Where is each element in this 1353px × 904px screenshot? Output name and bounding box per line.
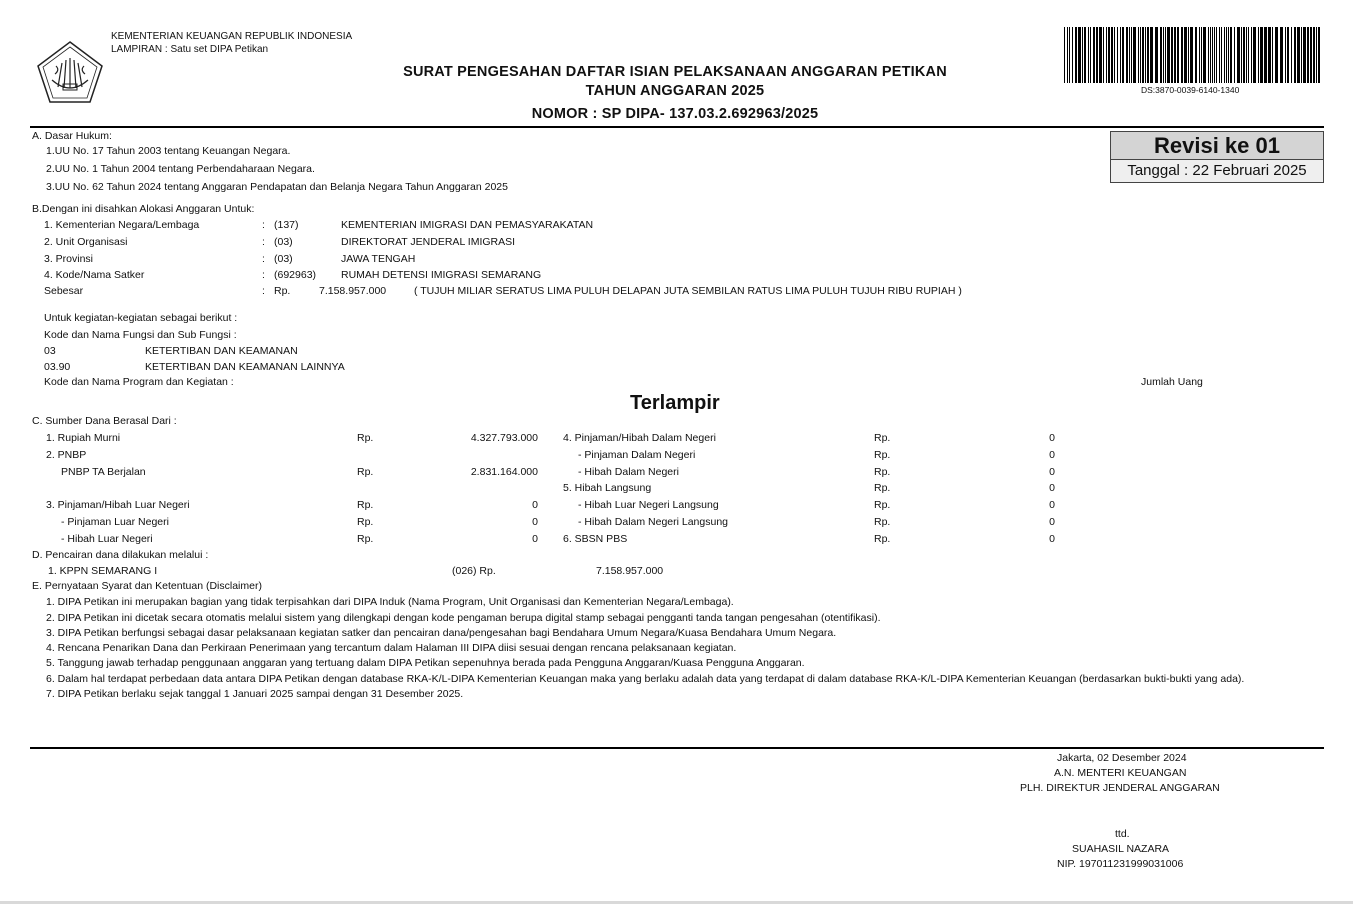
fund-source-label: PNBP TA Berjalan [61,466,146,478]
fund-source-amount: 0 [1049,449,1055,461]
revision-date: Tanggal : 22 Februari 2025 [1111,160,1323,182]
allocation-value: JAWA TENGAH [341,253,416,265]
fund-source-currency: Rp. [874,533,891,545]
ministry-logo [36,40,104,104]
fund-source-currency: Rp. [357,432,374,444]
fund-source-currency: Rp. [357,533,374,545]
allocation-code: (137) [274,219,299,231]
allocation-label: 3. Provinsi [44,253,94,265]
terlampir-text: Terlampir [630,392,720,414]
sebesar-amount: 7.158.957.000 [319,285,387,297]
program-label: Kode dan Nama Program dan Kegiatan : [44,376,234,388]
fund-source-label: - Hibah Luar Negeri Langsung [578,499,719,511]
lampiran-text: LAMPIRAN : Satu set DIPA Petikan [111,44,269,55]
fund-source-amount: 0 [532,533,538,545]
barcode [1063,27,1325,85]
sebesar-words: ( TUJUH MILIAR SERATUS LIMA PULUH DELAPAN JUTA SEMBILAN RATUS LIMA PULUH TUJUH RIBU RUPIAH ) [414,285,962,297]
legal-basis-item: 2.UU No. 1 Tahun 2004 tentang Perbendaharaan Negara. [46,163,315,175]
document-year: TAHUN ANGGARAN 2025 [585,83,765,99]
disclaimer-item: 3. DIPA Petikan berfungsi sebagai dasar pelaksanaan kegiatan satker dan pencairan dana/pengesahan bagi Bendahara Umum Negara/Kuasa Bendahara Umum Negara. [46,627,837,639]
fund-source-amount: 0 [532,516,538,528]
allocation-colon: : [262,219,265,231]
fund-source-amount: 0 [1049,466,1055,478]
fund-source-label: 2. PNBP [46,449,87,461]
section-d-heading: D. Pencairan dana dilakukan melalui : [32,549,209,561]
disclaimer-item: 5. Tanggung jawab terhadap penggunaan anggaran yang tertuang dalam DIPA Petikan sepenuhnya berada pada Pengguna Anggaran/Kuasa Pengguna Anggaran. [46,657,805,669]
allocation-code: (03) [274,236,293,248]
revision-label: Revisi ke 01 [1111,132,1323,160]
allocation-colon: : [262,253,265,265]
fund-source-currency: Rp. [874,499,891,511]
section-a-heading: A. Dasar Hukum: [32,130,112,142]
sebesar-label: Sebesar [44,285,84,297]
fund-source-amount: 0 [1049,533,1055,545]
section-e-heading: E. Pernyataan Syarat dan Ketentuan (Disclaimer) [32,580,262,592]
fund-source-amount: 4.327.793.000 [470,432,538,444]
signature-nip: NIP. 197011231999031006 [1057,858,1184,870]
section-b-heading: B.Dengan ini disahkan Alokasi Anggaran Untuk: [32,203,255,215]
footer-rule [30,747,1324,749]
header-rule [30,126,1324,128]
fund-source-amount: 0 [1049,499,1055,511]
fund-source-amount: 0 [1049,482,1055,494]
allocation-colon: : [262,236,265,248]
fungsi-code: 03 [44,345,56,357]
fund-source-amount: 0 [532,499,538,511]
sebesar-currency: Rp. [274,285,291,297]
signature-official-title: PLH. DIREKTUR JENDERAL ANGGARAN [1020,782,1220,794]
legal-basis-item: 1.UU No. 17 Tahun 2003 tentang Keuangan Negara. [46,145,291,157]
fund-source-currency: Rp. [874,432,891,444]
revision-box [1110,131,1324,183]
fund-source-label: 1. Rupiah Murni [46,432,121,444]
disclaimer-item: 2. DIPA Petikan ini dicetak secara otomatis melalui sistem yang dilengkapi dengan kode pengaman berupa digital stamp sebagai pengganti tanda tangan pengesahan (otentifikasi). [46,612,881,624]
allocation-label: 2. Unit Organisasi [44,236,128,248]
jumlah-uang-label: Jumlah Uang [1141,376,1203,388]
allocation-code: (692963) [274,269,317,281]
fund-source-amount: 2.831.164.000 [470,466,538,478]
fund-source-amount: 0 [1049,516,1055,528]
barcode-code: DS:3870-0039-6140-1340 [1141,85,1240,95]
fund-source-currency: Rp. [357,499,374,511]
disclaimer-item: 6. Dalam hal terdapat perbedaan data antara DIPA Petikan dengan database RKA-K/L-DIPA Kementerian Keuangan maka yang berlaku adalah data yang terdapat di dalam database RKA-K/L-DIPA Kementerian Keuangan (berdasarkan bukti-bukti yang ada). [46,673,1245,685]
fund-source-label: - Hibah Dalam Negeri Langsung [578,516,728,528]
signature-on-behalf: A.N. MENTERI KEUANGAN [1054,767,1187,779]
kppn-amount: 7.158.957.000 [596,565,664,577]
fund-source-currency: Rp. [874,449,891,461]
fund-source-label: - Hibah Dalam Negeri [578,466,679,478]
disclaimer-item: 1. DIPA Petikan ini merupakan bagian yang tidak terpisahkan dari DIPA Induk (Nama Program, Unit Organisasi dan Kementerian Negara/Lembaga). [46,596,734,608]
legal-basis-item: 3.UU No. 62 Tahun 2024 tentang Anggaran Pendapatan dan Belanja Negara Tahun Anggaran 2025 [46,181,508,193]
signature-ttd: ttd. [1115,828,1130,840]
fund-source-currency: Rp. [357,516,374,528]
fungsi-name: KETERTIBAN DAN KEAMANAN [145,345,298,357]
fund-source-label: 6. SBSN PBS [563,533,628,545]
sebesar-colon: : [262,285,265,297]
allocation-value: RUMAH DETENSI IMIGRASI SEMARANG [341,269,542,281]
fungsi-label: Kode dan Nama Fungsi dan Sub Fungsi : [44,329,237,341]
fund-source-amount: 0 [1049,432,1055,444]
fungsi-code: 03.90 [44,361,71,373]
allocation-value: DIREKTORAT JENDERAL IMIGRASI [341,236,516,248]
fund-source-label: - Pinjaman Dalam Negeri [578,449,696,461]
fund-source-currency: Rp. [874,516,891,528]
kegiatan-intro: Untuk kegiatan-kegiatan sebagai berikut : [44,312,238,324]
fungsi-name: KETERTIBAN DAN KEAMANAN LAINNYA [145,361,345,373]
disclaimer-item: 7. DIPA Petikan berlaku sejak tanggal 1 Januari 2025 sampai dengan 31 Desember 2025. [46,688,464,700]
ministry-name: KEMENTERIAN KEUANGAN REPUBLIK INDONESIA [111,31,353,42]
fund-source-label: - Hibah Luar Negeri [61,533,153,545]
signature-name: SUAHASIL NAZARA [1072,843,1170,855]
fund-source-currency: Rp. [357,466,374,478]
document-title: SURAT PENGESAHAN DAFTAR ISIAN PELAKSANAAN ANGGARAN PETIKAN [403,64,947,80]
kppn-name: 1. KPPN SEMARANG I [48,565,158,577]
fund-source-currency: Rp. [874,482,891,494]
allocation-colon: : [262,269,265,281]
fund-source-label: 4. Pinjaman/Hibah Dalam Negeri [563,432,716,444]
allocation-code: (03) [274,253,293,265]
fund-source-currency: Rp. [874,466,891,478]
signature-place-date: Jakarta, 02 Desember 2024 [1057,752,1187,764]
allocation-value: KEMENTERIAN IMIGRASI DAN PEMASYARAKATAN [341,219,594,231]
fund-source-label: - Pinjaman Luar Negeri [61,516,169,528]
section-c-heading: C. Sumber Dana Berasal Dari : [32,415,177,427]
document-number: NOMOR : SP DIPA- 137.03.2.692963/2025 [531,106,819,122]
kppn-code: (026) Rp. [452,565,496,577]
fund-source-label: 5. Hibah Langsung [563,482,652,494]
allocation-label: 4. Kode/Nama Satker [44,269,145,281]
disclaimer-item: 4. Rencana Penarikan Dana dan Perkiraan Penerimaan yang tercantum dalam Halaman III DIPA diisi sesuai dengan rencana pelaksanaan kegiatan. [46,642,737,654]
fund-source-label: 3. Pinjaman/Hibah Luar Negeri [46,499,190,511]
allocation-label: 1. Kementerian Negara/Lembaga [44,219,200,231]
